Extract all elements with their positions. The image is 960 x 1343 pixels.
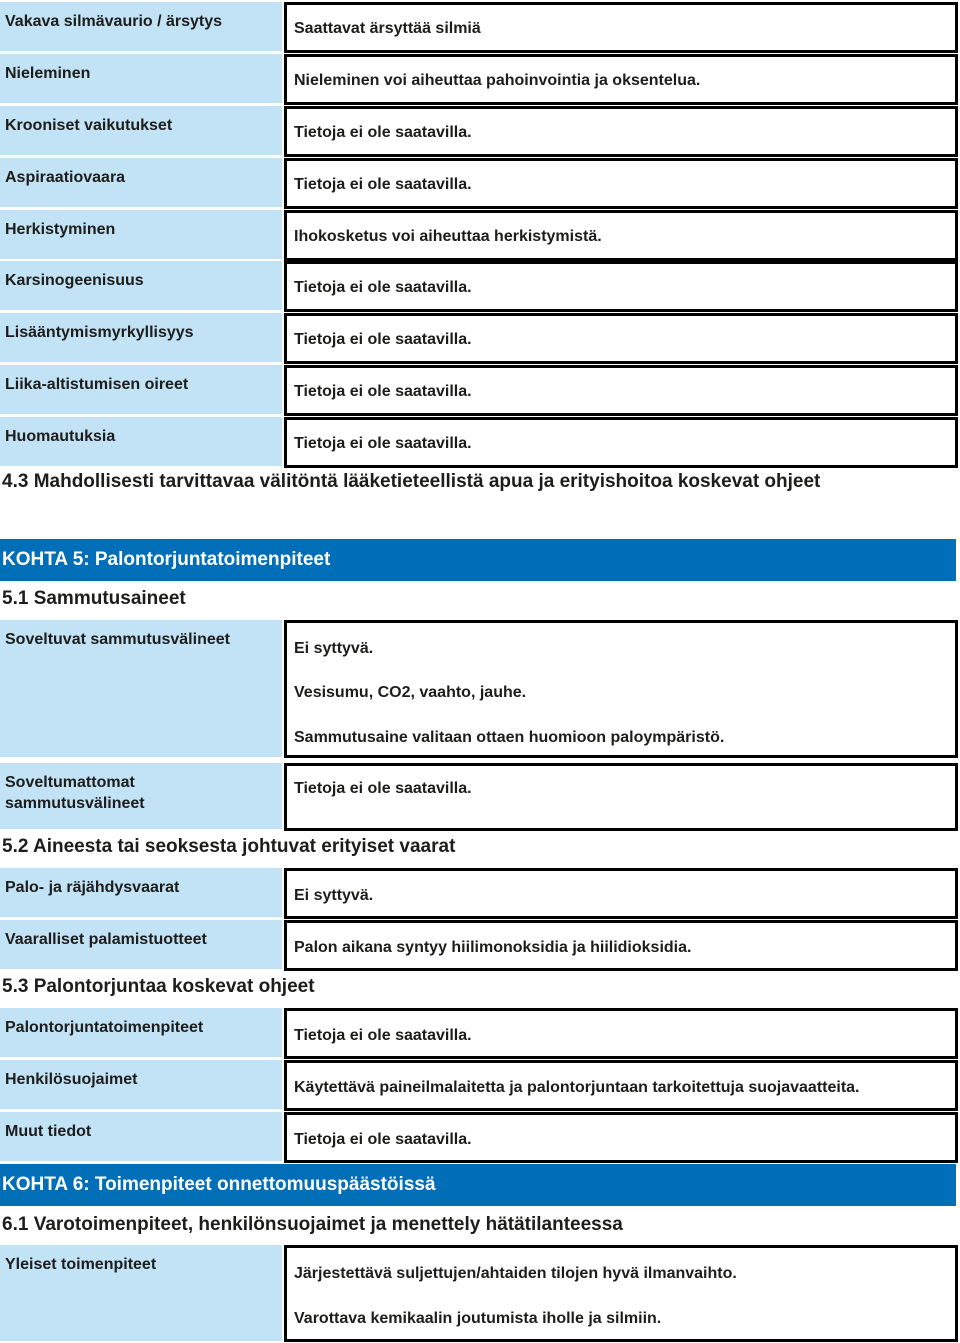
value-fire-explosion-hazards: Ei syttyvä. [284, 868, 958, 919]
label-other-information: Muut tiedot [0, 1112, 282, 1161]
label-fire-explosion-hazards: Palo- ja räjähdysvaarat [0, 868, 282, 917]
unsuitable-label-line-1: Soveltumattomat [5, 774, 135, 791]
value-hazardous-combustion-products: Palon aikana syntyy hiilimonoksidia ja hiilidioksidia. [284, 920, 958, 971]
heading-5-1: 5.1 Sammutusaineet [2, 588, 186, 609]
value-remarks: Tietoja ei ole saatavilla. [284, 417, 958, 468]
label-carcinogenicity: Karsinogeenisuus [0, 261, 282, 310]
value-protective-equipment: Käytettävä paineilmalaitetta ja palontorjuntaan tarkoitettuja suojavaatteita. [284, 1060, 958, 1111]
value-unsuitable-extinguishing-media: Tietoja ei ole saatavilla. [284, 763, 958, 831]
value-serious-eye-damage: Saattavat ärsyttää silmiä [284, 2, 958, 53]
section-5-title: KOHTA 5: Palontorjuntatoimenpiteet [0, 539, 956, 581]
general-line-1: Järjestettävä suljettujen/ahtaiden tilojen hyvä ilmanvaihto. [294, 1265, 737, 1282]
value-general-measures [284, 1245, 958, 1342]
label-aspiration-hazard: Aspiraatiovaara [0, 158, 282, 207]
value-reproductive-toxicity: Tietoja ei ole saatavilla. [284, 313, 958, 364]
heading-5-2: 5.2 Aineesta tai seoksesta johtuvat erityiset vaarat [2, 836, 456, 857]
label-hazardous-combustion-products: Vaaralliset palamistuotteet [0, 920, 282, 969]
general-line-2: Varottava kemikaalin joutumista iholle ja silmiin. [294, 1310, 662, 1327]
label-sensitisation: Herkistyminen [0, 210, 282, 259]
unsuitable-label-line-2: sammutusvälineet [5, 795, 145, 812]
label-protective-equipment: Henkilösuojaimet [0, 1060, 282, 1109]
suitable-line-1: Ei syttyvä. [294, 640, 374, 657]
value-overexposure-symptoms: Tietoja ei ole saatavilla. [284, 365, 958, 416]
label-firefighting-measures: Palontorjuntatoimenpiteet [0, 1008, 282, 1057]
section-6-title: KOHTA 6: Toimenpiteet onnettomuuspäästöissä [0, 1164, 956, 1206]
label-ingestion: Nieleminen [0, 54, 282, 103]
value-firefighting-measures: Tietoja ei ole saatavilla. [284, 1008, 958, 1059]
value-carcinogenicity: Tietoja ei ole saatavilla. [284, 261, 958, 312]
label-serious-eye-damage: Vakava silmävaurio / ärsytys [0, 2, 282, 51]
value-other-information: Tietoja ei ole saatavilla. [284, 1112, 958, 1163]
label-overexposure-symptoms: Liika-altistumisen oireet [0, 365, 282, 414]
value-ingestion: Nieleminen voi aiheuttaa pahoinvointia ja oksentelua. [284, 54, 958, 105]
value-aspiration-hazard: Tietoja ei ole saatavilla. [284, 158, 958, 209]
suitable-line-3: Sammutusaine valitaan ottaen huomioon paloympäristö. [294, 729, 725, 746]
value-suitable-extinguishing-media [284, 620, 958, 758]
heading-6-1: 6.1 Varotoimenpiteet, henkilönsuojaimet ja menettely hätätilanteessa [2, 1214, 623, 1235]
heading-4-3: 4.3 Mahdollisesti tarvittavaa välitöntä lääketieteellistä apua ja erityishoitoa koskevat ohjeet [2, 471, 821, 492]
label-general-measures: Yleiset toimenpiteet [0, 1245, 282, 1341]
suitable-line-2: Vesisumu, CO2, vaahto, jauhe. [294, 684, 527, 701]
label-unsuitable-extinguishing-media [0, 763, 282, 829]
value-chronic-effects: Tietoja ei ole saatavilla. [284, 106, 958, 157]
heading-5-3: 5.3 Palontorjuntaa koskevat ohjeet [2, 976, 315, 997]
label-reproductive-toxicity: Lisääntymismyrkyllisyys [0, 313, 282, 362]
value-sensitisation: Ihokosketus voi aiheuttaa herkistymistä. [284, 210, 958, 261]
label-remarks: Huomautuksia [0, 417, 282, 466]
label-suitable-extinguishing-media: Soveltuvat sammutusvälineet [0, 620, 282, 757]
label-chronic-effects: Krooniset vaikutukset [0, 106, 282, 155]
